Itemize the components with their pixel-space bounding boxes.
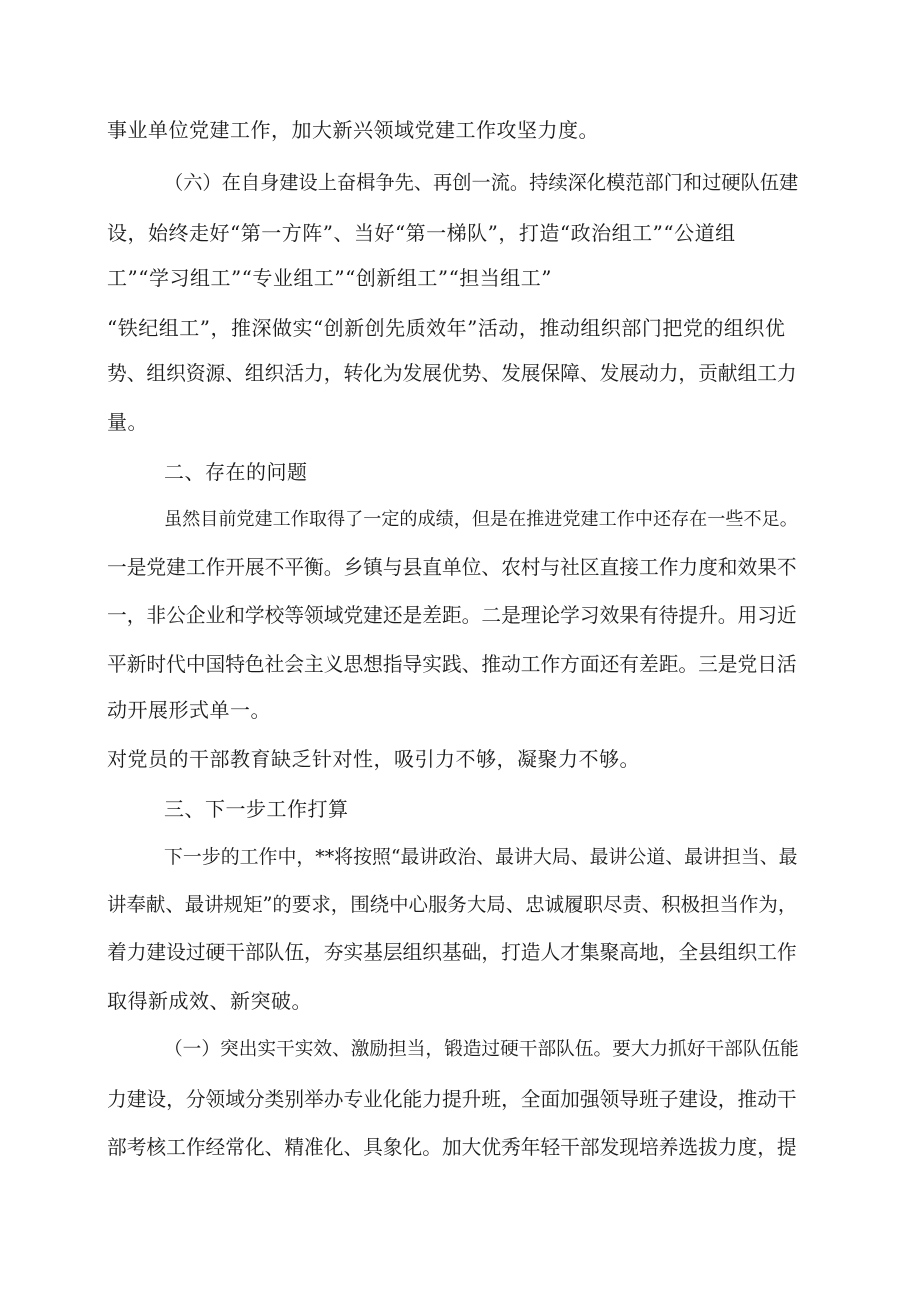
text-line: 一是党建工作开展不平衡。乡镇与县直单位、农村与社区直接工作力度和效果不 [107,556,797,579]
text-line: 力建设，分领域分类别举办专业化能力提升班，全面加强领导班子建设，推动干 [107,1088,797,1111]
text-line: 势、组织资源、组织活力，转化为发展优势、发展保障、发展动力，贡献组工力 [107,362,797,385]
text-line: 一，非公企业和学校等领域党建还是差距。二是理论学习效果有待提升。用习近 [107,604,797,627]
text-line: 设，始终走好“第一方阵”、当好“第一梯队”，打造“政治组工”“公道组 [107,221,736,245]
text-line: 讲奉献、最讲规矩”的要求，围绕中心服务大局、忠诚履职尽责、积极担当作为， [107,893,798,916]
text-line: 平新时代中国特色社会主义思想指导实践、推动工作方面还有差距。三是党日活 [107,653,797,676]
text-line: 部考核工作经常化、精准化、具象化。加大优秀年轻干部发现培养选拔力度，提 [107,1136,797,1159]
section-heading-next-steps: 三、下一步工作打算 [164,797,349,821]
text-line: 下一步的工作中，**将按照“最讲政治、最讲大局、最讲公道、最讲担当、最 [164,846,798,868]
text-line: 取得新成效、新突破。 [107,989,312,1013]
section-six-heading-line: （六）在自身建设上奋楫争先、再创一流。持续深化模范部门和过硬队伍建 [164,171,799,194]
text-line: 着力建设过硬干部队伍，夯实基层组织基础，打造人才集聚高地，全县组织工作 [107,941,797,964]
text-line: 工”“学习组工”“专业组工”“创新组工”“担当组工” [107,266,553,290]
text-line: 量。 [107,410,148,434]
text-line: 动开展形式单一。 [107,698,271,722]
text-line: 虽然目前党建工作取得了一定的成绩，但是在推进党建工作中还存在一些不足。 [164,509,798,530]
section-heading-problems: 二、存在的问题 [164,460,308,484]
section-one-heading-line: （一）突出实干实效、激励担当，锻造过硬干部队伍。要大力抓好干部队伍能 [164,1039,799,1060]
text-line: “铁纪组工”，推深做实“创新创先质效年”活动，推动组织部门把党的组织优 [107,316,786,340]
text-line: 事业单位党建工作，加大新兴领域党建工作攻坚力度。 [107,118,599,142]
text-line: 对党员的干部教育缺乏针对性，吸引力不够，凝聚力不够。 [107,747,640,771]
